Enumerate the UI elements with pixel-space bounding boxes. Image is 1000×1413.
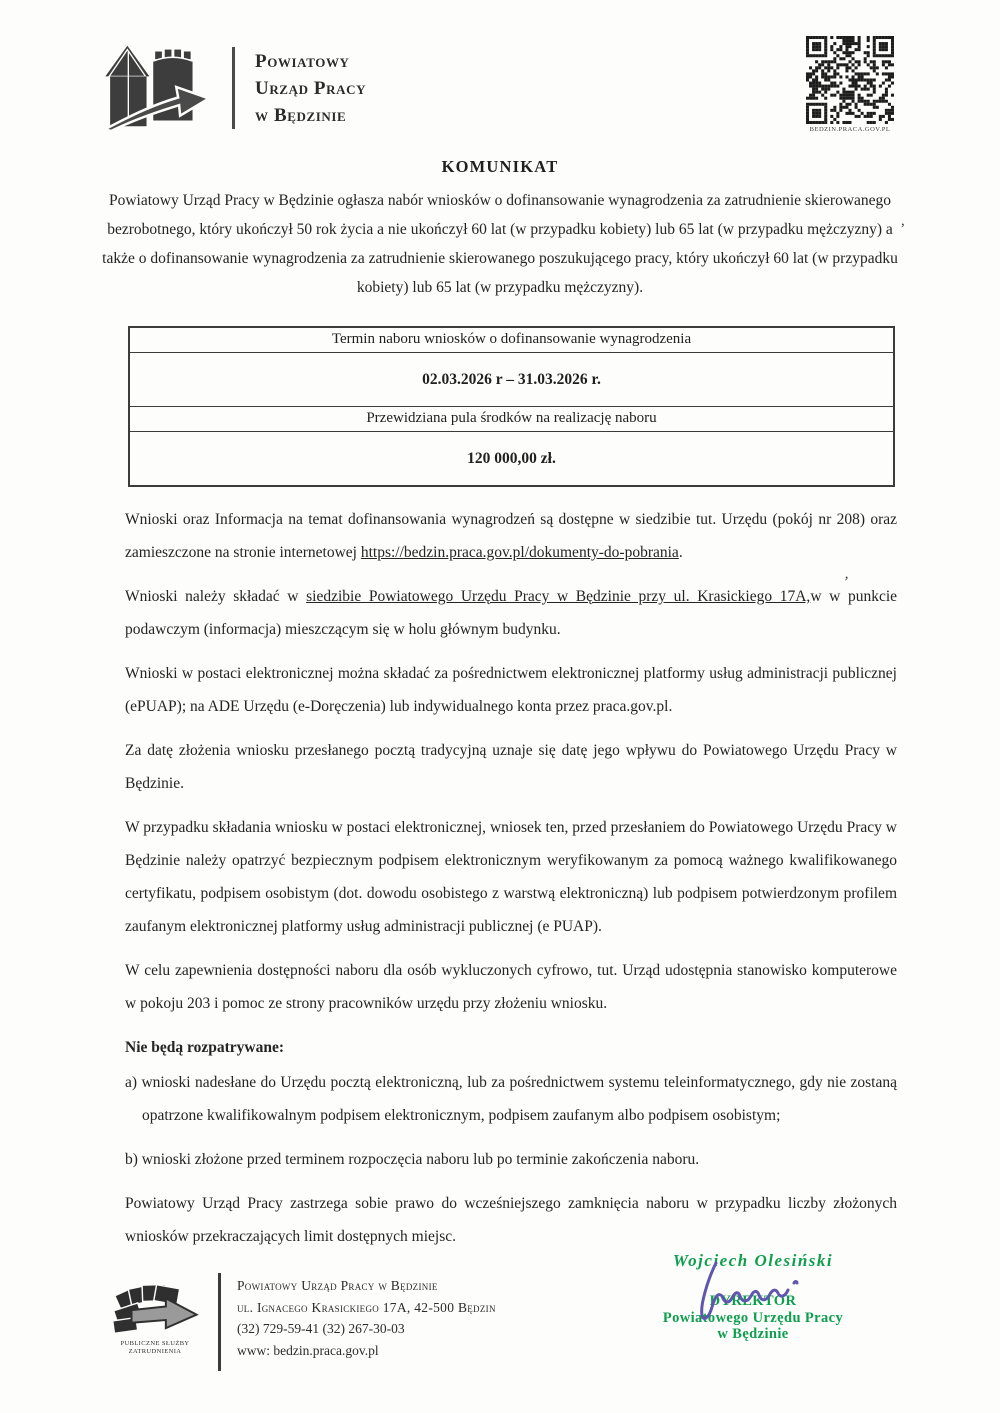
psz-logo [100,1269,210,1356]
paragraph-availability-text: Wnioski oraz Informacja na temat dofinansowania wynagrodzeń są dostępne w siedzibie tut. Urzędu (pokój nr 208) oraz zamieszczone na stronie internetowej [125,511,897,561]
page-title: KOMUNIKAT [441,157,559,176]
psz-caption [100,1340,210,1356]
document-header [0,0,1000,133]
paragraph-availability-end: . [678,544,683,561]
table-row-pool-label: Przewidziana pula środków na realizację naboru [130,407,893,432]
signature-title-stamp [618,1293,888,1343]
org-name-line: Powiatowy [255,50,350,72]
psz-papers-arrow-icon [107,1283,203,1339]
psz-caption-line: ZATRUDNIENIA [128,1348,182,1355]
footer-phones: (32) 729-59-41 (32) 267-30-03 [237,1321,405,1336]
paragraph-electronic-signature: W przypadku składania wniosku w postaci elektronicznej, wniosek ten, przed przesłaniem do Powiatowego Urzędu Pracy w Będzinie należy opatrzyć bezpiecznym podpisem elektronicznym weryfikowanym za pomocą ważnego kwalifikowanego certyfikatu, podpisem osobistym (dot. dowodu osobistego z warstwą elektroniczną) lub podpisem potwierdzonym profilem zaufanym elektronicznej platformy usług administracji publicznej (e PUAP). [125,819,897,935]
info-table [128,326,895,487]
org-name [255,44,366,129]
paragraph-submission-pre: Wnioski należy składać w [125,588,307,605]
scan-artifact-mark: ’ [843,574,848,590]
table-row-pool-value: 120 000,00 zł. [467,449,556,467]
paragraph-submission-underlined: siedzibie Powiatowego Urzędu Pracy w Będzinie przy ul. Krasickiego 17A, [306,588,811,605]
header-divider [232,47,235,129]
footer-address-block [237,1269,496,1361]
org-name-line: w Będzinie [255,104,347,126]
list-item-b: b) wnioski złożone przed terminem rozpoczęcia naboru lub po terminie zakończenia naboru. [125,1151,700,1168]
pup-castle-arrow-icon [100,40,218,132]
qr-caption: BEDZIN.PRACA.GOV.PL [809,126,891,133]
document-footer [0,1251,1000,1371]
table-row-term-value: 02.03.2026 r – 31.03.2026 r. [130,353,893,407]
intro-paragraph: Powiatowy Urząd Pracy w Będzinie ogłasza nabór wniosków o dofinansowanie wynagrodzenia za zatrudnienie skierowanego bezrobotnego, który ukończył 50 rok życia a nie ukończył 60 lat (w przypadku kobiety) lub 65 lat (w przypadku mężczyzny) a także o dofinansowanie wynagrodzenia za zatrudnienie skierowanego poszukującego pracy, który ukończył 60 lat (w przypadku kobiety) lub 65 lat (w przypadku mężczyzny). [102,192,898,296]
footer-street-address: ul. Ignacego Krasickiego 17A, 42-500 Będzin [237,1299,496,1315]
document-body [125,503,897,1253]
list-heading: Nie będą rozpatrywane: [125,1039,284,1056]
footer-org-name: Powiatowy Urząd Pracy w Będzinie [237,1278,438,1293]
paragraph-availability [125,503,897,569]
footer-divider [218,1273,221,1371]
paragraph-accessibility: W celu zapewnienia dostępności naboru dla osób wykluczonych cyfrowo, tut. Urząd udostępnia stanowisko komputerowe w pokoju 203 i pomoc ze strony pracowników urzędu przy złożeniu wniosku. [125,962,897,1012]
qr-code-icon [806,36,894,124]
signature-name-stamp: Wojciech Olesiński [672,1251,834,1270]
signature-block [618,1251,888,1343]
paragraph-submission-place [125,580,897,646]
org-name-line: Urząd Pracy [255,77,367,99]
paragraph-postal-date: Za datę złożenia wniosku przesłanego pocztą tradycyjną uznaje się datę jego wpływu do Powiatowego Urzędu Pracy w Będzinie. [125,742,897,792]
paragraph-submission-post: w w punkcie podawczym (informacja) mieszczącym się w holu głównym budynku. [125,588,898,638]
signature-title-line: DYREKTOR [709,1293,797,1309]
documents-download-link[interactable]: https://bedzin.praca.gov.pl/dokumenty-do-pobrania [360,544,679,561]
signature-title-line: w Będzinie [717,1326,789,1342]
qr-block [800,36,900,133]
scan-artifact-mark: , [901,213,905,229]
table-row-term-label: Termin naboru wniosków o dofinansowanie wynagrodzenia [130,328,893,353]
paragraph-electronic-submission: Wnioski w postaci elektronicznej można składać za pośrednictwem elektronicznej platformy usług administracji publicznej (ePUAP); na ADE Urzędu (e-Doręczenia) lub indywidualnego konta przez praca.gov.pl. [125,665,897,715]
closing-paragraph: Powiatowy Urząd Pracy zastrzega sobie prawo do wcześniejszego zamknięcia naboru w przypadku liczby złożonych wniosków przekraczających limit dostępnych miejsc. [125,1195,897,1245]
list-item-a: a) wnioski nadesłane do Urzędu pocztą elektroniczną, lub za pośrednictwem systemu teleinformatycznego, gdy nie zostaną opatrzone kwalifikowalnym podpisem elektronicznym, podpisem zaufanym albo podpisem osobistym; [125,1074,897,1124]
psz-caption-line: PUBLICZNE SŁUŻBY [120,1340,190,1347]
pup-logo [100,40,366,132]
footer-website[interactable]: www: bedzin.praca.gov.pl [237,1342,379,1358]
signature-title-line: Powiatowego Urzędu Pracy [662,1309,844,1326]
